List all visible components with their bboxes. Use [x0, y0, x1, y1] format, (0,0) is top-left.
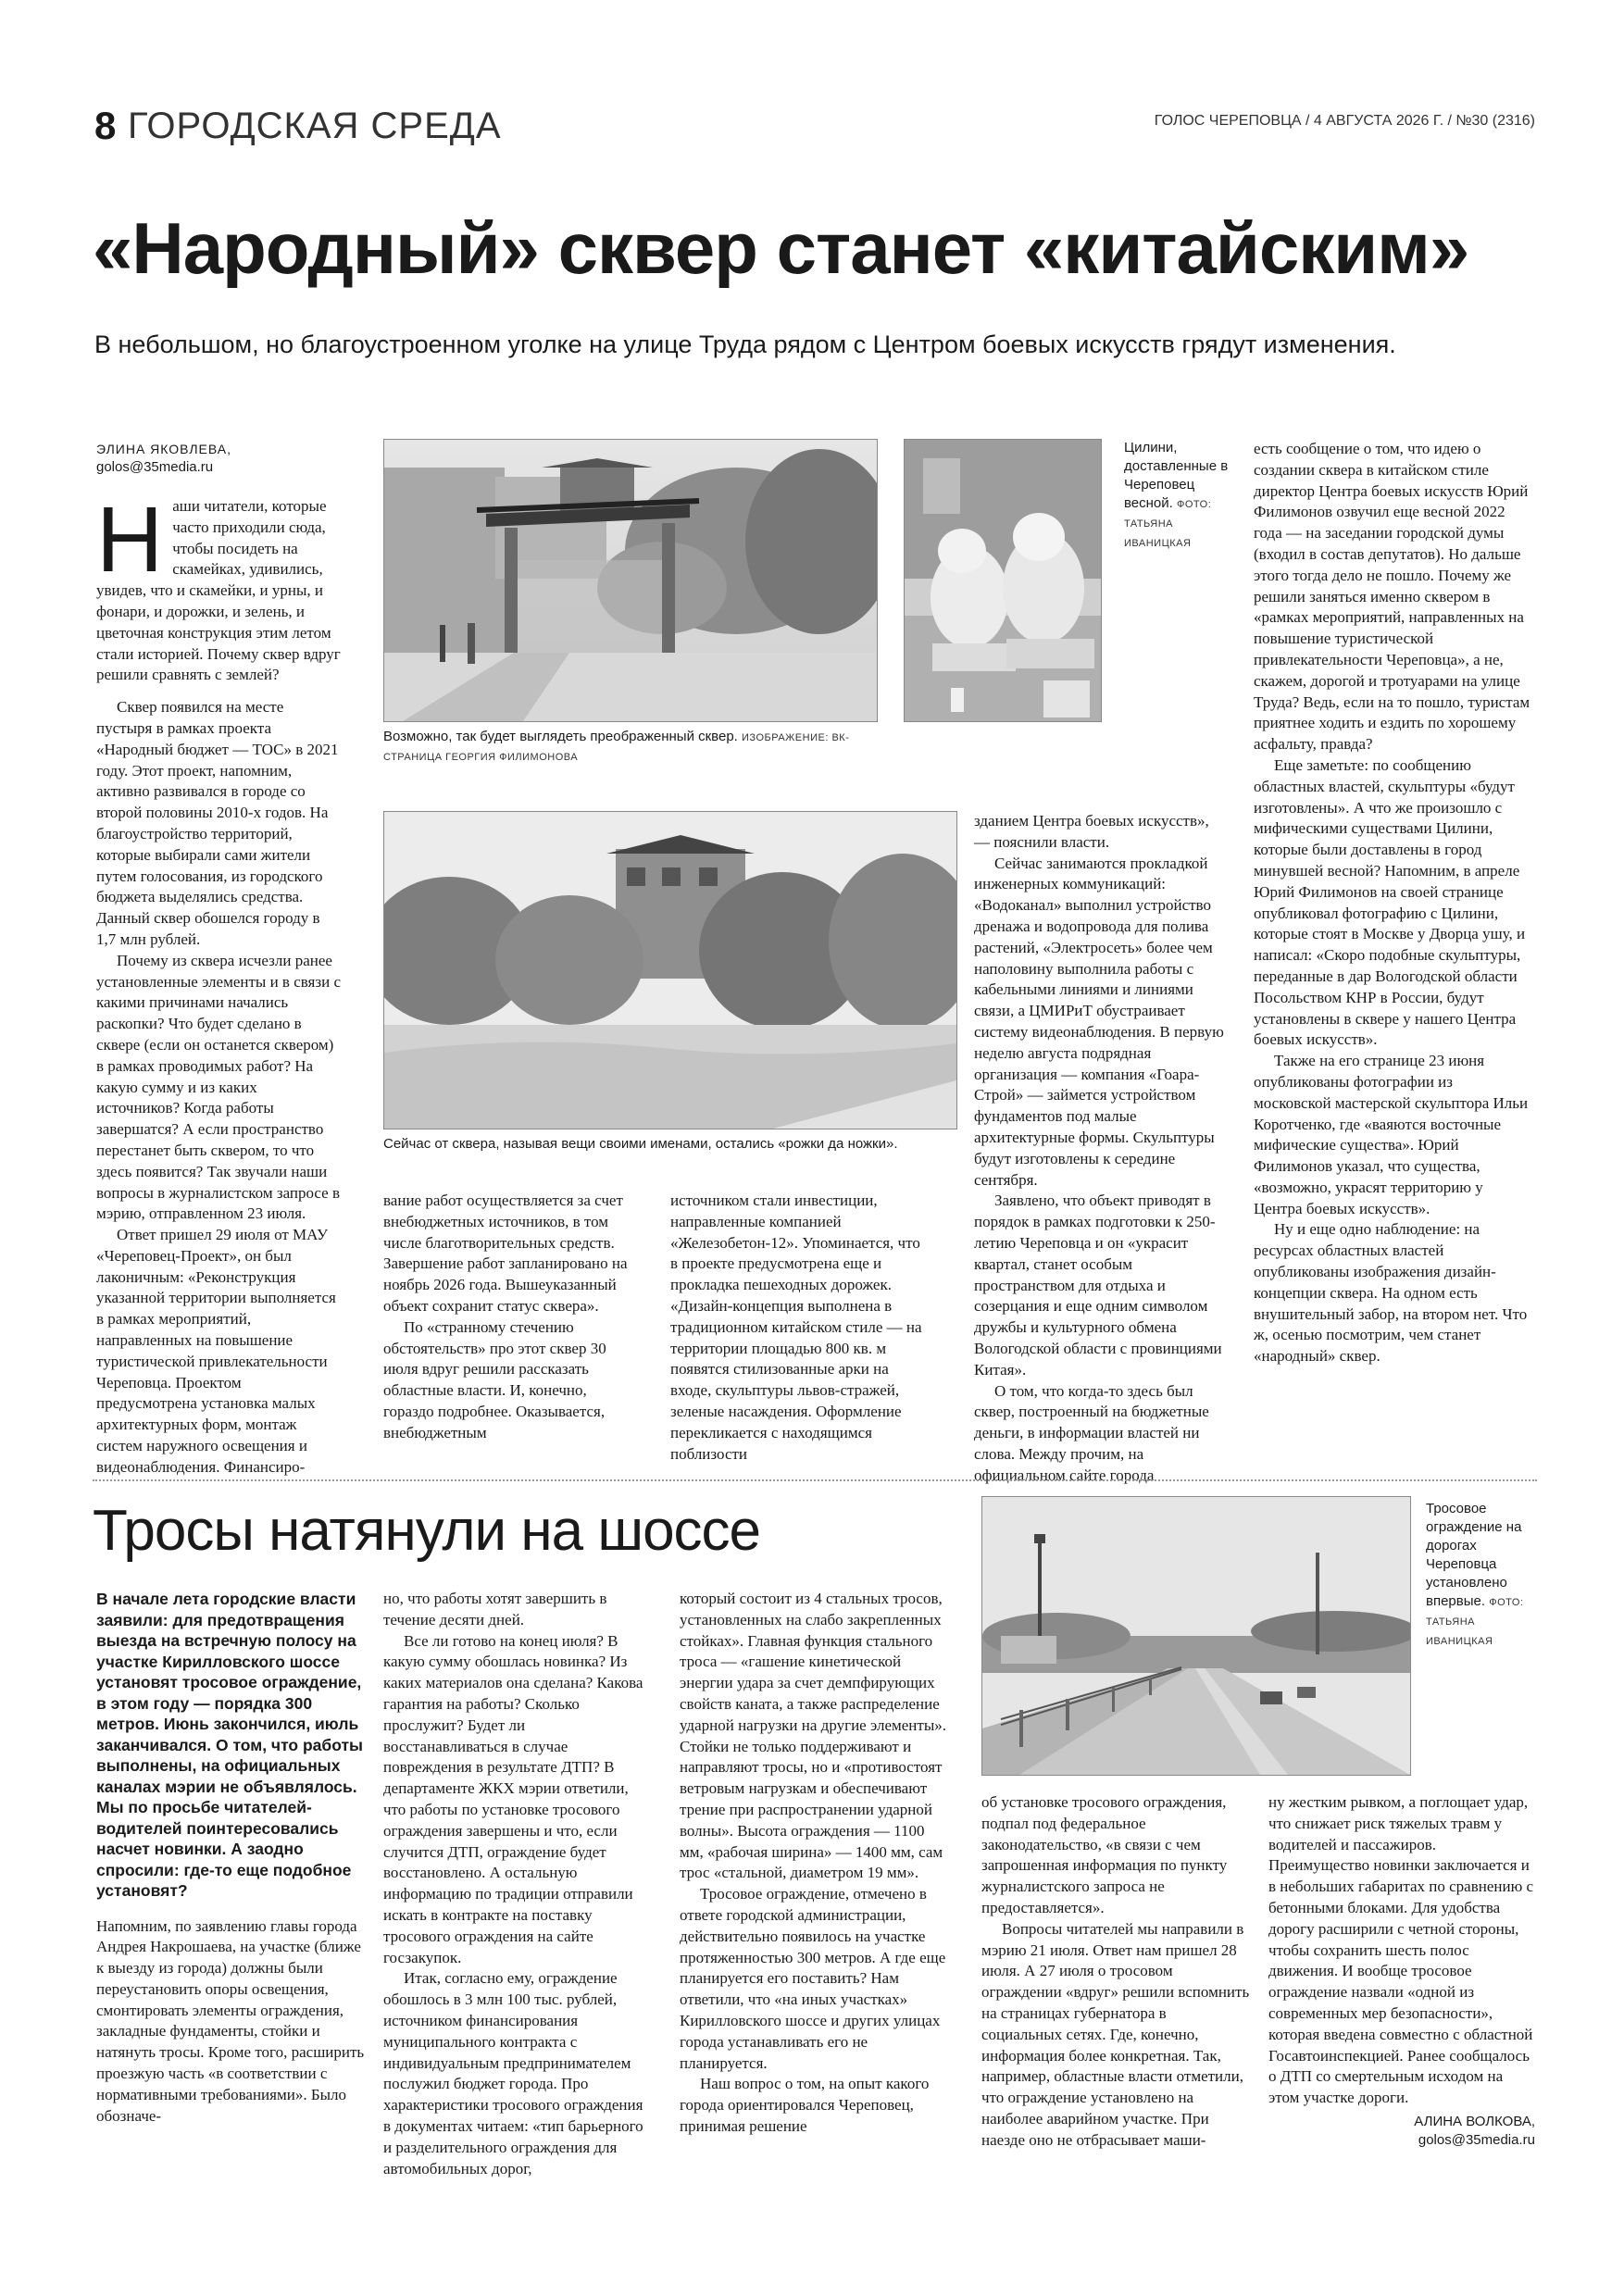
photo-road-caption: Тросовое ограждение на дорогах Череповца установлено впервые. ФОТО: ТАТЬЯНА ИВАНИЦКАЯ: [1426, 1501, 1524, 1647]
paragraph: Напомним, по заявлению главы города Андрея Накрошаева, на участке (ближе к выезду из города) должны были переустановить опоры освещения, смонтировать элементы ограждения, закладные фундаменты, стойки и натянуть тросы. Кроме того, расширить проезжую часть «в соответствии с нормативными требованиями». Было обозначе-: [96, 1916, 365, 2125]
paragraph: есть сообщение о том, что идею о создании сквера в китайском стиле директор Центра боевых искусств Юрий Филимонов озвучил еще весной 2022 года — на заседании городской думы (входил в состав депутатов). Но дальше этого тогда дело не пошло. Почему же решили заняться именно сквером в «рамках мероприятий, направленных на повышение туристической привлекательности Череповца», а не, скажем, дорогой и тротуарами на улице Труда? Ведь, если на то пошло, туристам приятнее ходить и ездить по хорошему асфальту, правда?: [1254, 440, 1530, 754]
photo2-caption: Цилини, доставленные в Череповец весной. ФОТО: ТАТЬЯНА ИВАНИЦКАЯ: [1124, 440, 1229, 549]
paragraph: Также на его странице 23 июня опубликованы фотографии из московской мастерской скульптора Ильи Коротченко, где «ваяются восточные мифические существа». Юрий Филимонов указал, что существа, «возможно, украсят территорию у Центра боевых искусств».: [1254, 1052, 1529, 1217]
paragraph: Сейчас занимаются прокладкой инженерных коммуникаций: «Водоканал» выполнил устройство дренажа и водопровода для полива растений, «Электросеть» более чем наполовину выполнила работы с кабельными линиями и линиями связи, а ЦМИРиТ обустраивает систему видеонаблюдения. В первую неделю августа подрядная организация — компания «Гоара-Строй» — займется устройством фундаментов под малые архитектурные формы. Скульптуры будут изготовлены к середине сентября.: [974, 854, 1224, 1189]
article1-headline: «Народный» сквер станет «китайским»: [93, 207, 1469, 289]
paragraph: Тросовое ограждение, отмечено в ответе городской администрации, действительно появилось на участке протяженностью 300 метров. А где еще планируется его поставить? Нам ответили, что «на иных участках» Кирилловского шоссе и других улицах города устанавливать его не планируется.: [680, 1885, 946, 2072]
empty-square-image: [384, 812, 956, 1129]
paragraph: который состоит из 4 стальных тросов, установленных на слабо закрепленных стойках». Главная функция стального троса — «гашение кинетической энергии удара за счет демпфирующих свойств каната, а также распределение ударной нагрузки на другие элементы». Стойки не только поддерживают и направляют тросы, но и «противостоят ветровым нагрузкам и обеспечивают трение при распространении ударной волны». Высота ограждения — 1100 мм, «рабочая ширина» — 1400 мм, сам трос «стальной, диаметром 19 мм».: [680, 1590, 946, 1882]
qilin-sculptures-image: [905, 440, 1101, 721]
author-name: ЭЛИНА ЯКОВЛЕВА,: [96, 442, 231, 456]
paragraph: Почему из сквера исчезли ранее установленные элементы и в связи с какими причинами начались раскопки? Что будет сделано в сквере (если он останется сквером) в рамках проводимых работ? На какую сумму и из каких источников? Когда работы завершатся? А если пространство перестанет быть сквером, то что здесь появится? Так звучали наши вопросы в журналистском запросе в мэрию, отправленном 23 июля.: [96, 951, 341, 1223]
author-email: golos@35media.ru: [1418, 2131, 1535, 2148]
photo-qilin: [904, 439, 1102, 722]
paragraph: Наш вопрос о том, на опыт какого города ориентировался Череповец, принимая решение: [680, 2075, 930, 2135]
article1-lead: В небольшом, но благоустроенном уголке на улице Труда рядом с Центром боевых искусств грядут изменения.: [94, 331, 1396, 358]
article2-col4: [981, 1792, 1250, 2152]
paragraph: Ответ пришел 29 июля от МАУ «Череповец-Проект», он был лаконичным: «Реконструкция указанной территории выполняется в рамках мероприятий, направленных на повышение туристической привлекательности Череповца. Проектом предусмотрена установка малых архитектурных форм, монтаж систем наружного освещения и видеонаблюдения. Финансиро-: [96, 1226, 336, 1476]
article1-col2: [383, 1191, 633, 1444]
paragraph: Вопросы читателей мы направили в мэрию 21 июля. Ответ нам пришел 28 июля. А 27 июля о тросовом ограждении «вдруг» решили вспомнить на страницах губернатора в социальных сетях. Где, конечно, информация более конкретная. Так, например, областные власти отметили, что ограждение установлено на наиболее аварийном участке. При наезде оно не отбрасывает маши-: [981, 1919, 1250, 2149]
article1-col4: [974, 811, 1228, 1487]
photo3-caption: Сейчас от сквера, называя вещи своими именами, остались «рожки да ножки».: [383, 1136, 898, 1152]
article1-col1: [96, 488, 343, 1479]
masthead: ГОЛОС ЧЕРЕПОВЦА / 4 АВГУСТА 2026 Г. / №30 (2316): [1154, 113, 1535, 129]
article-divider: [93, 1479, 1537, 1481]
article2-col5: [1268, 1792, 1535, 2150]
article1-byline: [96, 440, 328, 477]
paragraph: Ну и еще одно наблюдение: на ресурсах областных властей опубликованы изображения дизайн-концепции сквера. На одном есть внушительный забор, на втором нет. Что ж, осенью посмотрим, чем станет «народный» сквер.: [1254, 1220, 1528, 1366]
article2-signature: [1268, 2113, 1535, 2150]
article1-col5: [1254, 439, 1531, 1367]
photo-road-credit: ФОТО: ТАТЬЯНА ИВАНИЦКАЯ: [1426, 1597, 1524, 1647]
paragraph: Сквер появился на месте пустыря в рамках проекта «Народный бюджет — ТОС» в 2021 году. Этот проект, напомним, активно развивался в городе со второй половины 2010-х годов. На благоустройство территорий, которые выбирали сами жители путем голосования, из городского бюджета выделялись средства. Данный сквер обошелся городу в 1,7 млн рублей.: [96, 698, 339, 948]
paragraph: зданием Центра боевых искусств», — пояснили власти.: [974, 812, 1209, 851]
dropcap: Н: [96, 488, 164, 592]
paragraph: О том, что когда-то здесь был сквер, построенный на бюджетные деньги, в информации властей ни слова. Между прочим, на официальном сайте города: [974, 1381, 1209, 1484]
photo-rendering: [383, 439, 878, 722]
article2-headline: Тросы натянули на шоссе: [93, 1499, 761, 1563]
paragraph: Заявлено, что объект приводят в порядок в рамках подготовки к 250-летию Череповца и он «украсит квартал, станет особым пространством для отдыха и созерцания и еще одним символом дружбы и культурного обмена Вологодской области с провинциями Китая».: [974, 1192, 1222, 1379]
photo-road: [981, 1496, 1411, 1776]
paragraph: Итак, согласно ему, ограждение обошлось в 3 млн 100 тыс. рублей, источником финансирования муниципального контракта с индивидуальным предпринимателем послужил бюджет города. Про характеристики тросового ограждения в документах читаем: «тип барьерного и разделительного ограждения для автомобильных дорог,: [383, 1969, 643, 2177]
paragraph: Наши читатели, которые часто приходили сюда, чтобы посидеть на скамейках, удивились, увидев, что и скамейки, и урны, и фонари, и дорожки, и зелень, и цветочная конструкция этим летом стали историей. Почему сквер вдруг решили сравнять с землей?: [96, 488, 341, 684]
photo-current-state: [383, 811, 957, 1129]
article2-col1: [96, 1589, 365, 2127]
page-number: 8: [94, 104, 117, 147]
square-rendering-image: [384, 440, 877, 721]
cable-barrier-road-image: [982, 1497, 1410, 1775]
paragraph: вание работ осуществляется за счет внебюджетных источников, в том числе благотворительных средств. Завершение работ запланировано на ноябрь 2026 года. Вышеуказанный объект сохранит статус сквера».: [383, 1192, 628, 1315]
paragraph: Еще заметьте: по сообщению областных властей, скульптуры «будут изготовлены». А что же произошло с мифическими существами Цилини, которые были доставлены в город минувшей весной? Напомним, в апреле Юрий Филимонов на своей странице опубликовал фотографию с Цилини, которые стоят в Москве у Дворца ушу, и написал: «Скоро подобные скульптуры, переданные в дар Вологодской области Посольством КНР в России, будут установлены в сквере у нашего Центра боевых искусств».: [1254, 755, 1526, 1049]
author-name: АЛИНА ВОЛКОВА,: [1414, 2113, 1535, 2129]
article1-col3: [670, 1191, 926, 1465]
article2-bold-lead: В начале лета городские власти заявили: для предотвращения выезда на встречную полосу на участке Кирилловского шоссе установят тросовое ограждение, в этом году — порядка 300 метров. Июнь закончился, июль заканчивался. О том, что работы выполнены, на официальных каналах мэрии не объявлялось. Мы по просьбе читателей-водителей поинтересовались насчет новинки. А заодно спросили: где-то еще подобное установят?: [96, 1590, 363, 1900]
photo1-credit: ИЗОБРАЖЕНИЕ: ВК-СТРАНИЦА ГЕОРГИЯ ФИЛИМОНОВА: [383, 732, 850, 763]
photo1-caption: Возможно, так будет выглядеть преображенный сквер. ИЗОБРАЖЕНИЕ: ВК-СТРАНИЦА ГЕОРГИЯ ФИЛИМОНОВА: [383, 729, 850, 763]
author-email: golos@35media.ru: [96, 459, 214, 475]
section-title: ГОРОДСКАЯ СРЕДА: [128, 106, 502, 146]
paragraph: но, что работы хотят завершить в течение десяти дней.: [383, 1590, 607, 1628]
article2-col2: [383, 1589, 652, 2179]
paragraph: Все ли готово на конец июля? В какую сумму обошлась новинка? Из каких материалов она сделана? Какова гарантия на работы? Сколько прослужит? Будет ли восстанавливаться в случае повреждения в результате ДТП? В департаменте ЖКХ мэрии ответили, что работы по установке тросового ограждения завершены и что, если случится ДТП, ограждение будет восстановлено. А остальную информацию по традиции отправили искать в контракте на поставку тросового ограждения на сайте госзакупок.: [383, 1631, 643, 1966]
photo2-credit: ФОТО: ТАТЬЯНА ИВАНИЦКАЯ: [1124, 499, 1212, 549]
paragraph: По «странному стечению обстоятельств» про этот сквер 30 июля вдруг решили рассказать областные власти. И, конечно, гораздо подробнее. Оказывается, внебюджетным: [383, 1317, 606, 1441]
paragraph: ну жестким рывком, а поглощает удар, что снижает риск тяжелых травм у водителей и пассажиров. Преимущество новинки заключается и в небольших габаритах по сравнению с бетонными блоками. Для удобства дорогу расширили с четной стороны, чтобы сохранить шесть полос движения. И вообще тросовое ограждение назвали «одной из современных мер безопасности», которая введена совместно с областной Госавтоинспекцией. Ранее сообщалось о ДТП со смертельным исходом на этом участке дороги.: [1268, 1793, 1534, 2107]
paragraph: об установке тросового ограждения, подпал под федеральное законодательство, «в связи с чем запрошенная информация по пункту журналистского запроса не предоставляется».: [981, 1793, 1228, 1916]
paragraph: источником стали инвестиции, направленные компанией «Железобетон-12». Упоминается, что в проекте предусмотрена еще и прокладка пешеходных дорожек. «Дизайн-концепция выполнена в традиционном китайском стиле — на территории площадью 800 кв. м появятся стилизованные арки на входе, скульптуры львов-стражей, зеленые насаждения. Оформление перекликается с находящимся поблизости: [670, 1192, 922, 1463]
article2-col3: [680, 1589, 948, 2138]
